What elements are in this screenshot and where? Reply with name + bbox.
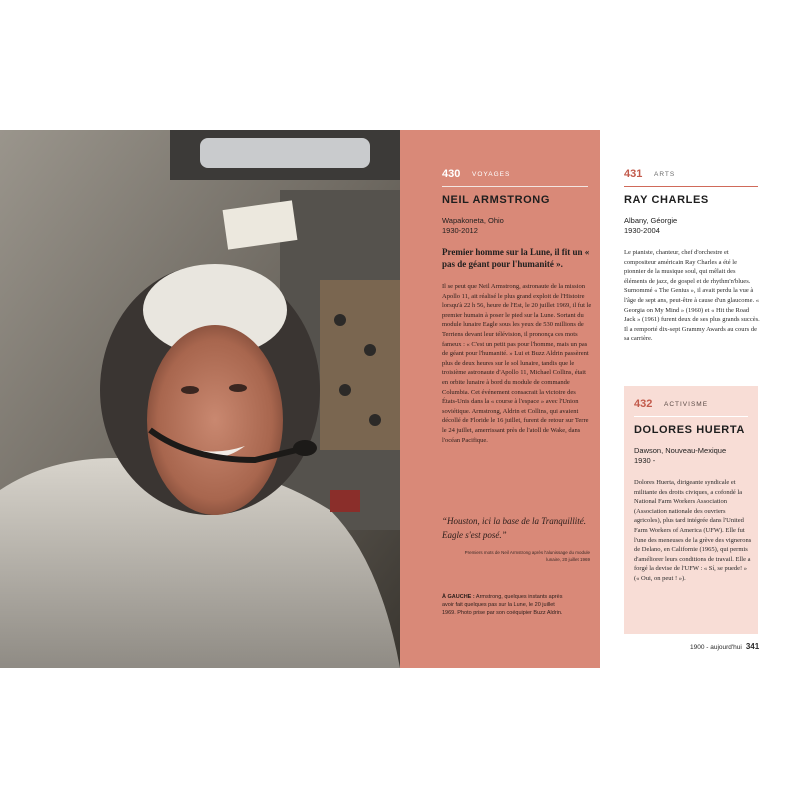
entry-body: Le pianiste, chanteur, chef d'orchestre et compositeur américain Ray Charles a été le pionnier de la musique soul, qui mêlait des éléments de jazz, de gospel et de rhythm'n'blues. Surnommé « The Genius », il avait perdu la vue à l'âge de sept ans, peut-être à cause d'un glaucome. « Georgia on My Mind » (1960) et « Hit the Road Jack » (1961) furent deux de ses plus grands succès. Il a remporté dix-sept Grammy Awards au cours de sa carrière. [624,249,760,343]
feature-panel [400,130,600,668]
entry-header [442,168,588,187]
entry-name: NEIL ARMSTRONG [442,194,551,206]
page-spread [0,130,800,668]
pull-quote: “Houston, ici la base de la Tranquillité. Eagle s'est posé.” [442,516,587,540]
entry-number: 432 [634,398,653,410]
entry-place: Dawson, Nouveau-Mexique [634,446,727,455]
quote-source: Premiers mots de Neil Armstrong après l'alunissage du module lunaire, 20 juillet 1969 [464,550,590,562]
caption-text: Armstrong, quelques instants après avoir fait quelques pas sur la Lune, le 20 juillet 1969. Photo prise par son coéquipier Buzz Aldrin. [442,594,563,616]
highlight-box [624,386,758,634]
entry-header [624,168,758,187]
astronaut-photo [0,130,400,668]
photo-caption [442,593,567,617]
entry-header [634,398,748,417]
entry-name: RAY CHARLES [624,194,709,206]
entry-years: 1930-2012 [442,226,478,235]
footer-range: 1900 - aujourd'hui [690,644,742,651]
entry-category: ACTIVISME [664,401,709,408]
page-number: 341 [745,642,760,651]
entry-number: 431 [624,168,643,180]
entry-body: Il se peut que Neil Armstrong, astronaute de la mission Apollo 11, ait réalisé le plus grand exploit de l'Histoire lorsqu'à 22 h 56, heure de l'Est, le 20 juillet 1969, il fut le premier humain à poser le pied sur la Lune. Sortant du module lunaire Eagle sous les yeux de 530 millions de Terriens devant leur télévision, il prononça ces mots fameux : « C'est un petit pas pour l'homme, mais un pas de géant pour l'humanité. » Lui et Buzz Aldrin passèrent plus de deux heures sur le sol lunaire, tandis que le troisième astronaute d'Apollo 11, Michael Collins, était en orbite lunaire à bord du module de commande Columbia. Cet événement consacrait la victoire des États-Unis dans la « course à l'espace » avec l'Union soviétique. Armstrong, Aldrin et Collins, qui avaient décollé de Floride le 16 juillet, furent de retour sur Terre le 24 juillet, amerrissant près de l'atoll de Wake, dans l'océan Pacifique. [442,283,592,444]
entry-body: Dolores Huerta, dirigeante syndicale et militante des droits civiques, a cofondé la National Farm Workers Association (Association nationale des ouvriers agricoles), plus tard intégrée dans l'United Farm Workers of America (UFW). Elle fut l'une des meneuses de la grève des vignerons de Delano, en Californie (1965), qui permis d'améliorer leurs conditions de travail. Elle a forgé la devise de l'UFW : « Sí, se puede! » (« Oui, on peut ! »). [634,479,752,582]
entry-name: DOLORES HUERTA [634,424,745,436]
entry-category: ARTS [654,171,676,178]
page-footer [690,642,759,651]
entry-years: 1930-2004 [624,226,660,235]
entry-place: Albany, Géorgie [624,216,678,225]
entry-years: 1930 - [634,456,656,465]
caption-lead: À GAUCHE : [442,594,475,600]
entry-category: VOYAGES [472,171,511,178]
entry-headline: Premier homme sur la Lune, il fit un « pas de géant pour l'humanité ». [442,247,590,269]
entry-place: Wapakoneta, Ohio [442,216,504,225]
entry-number: 430 [442,168,461,180]
